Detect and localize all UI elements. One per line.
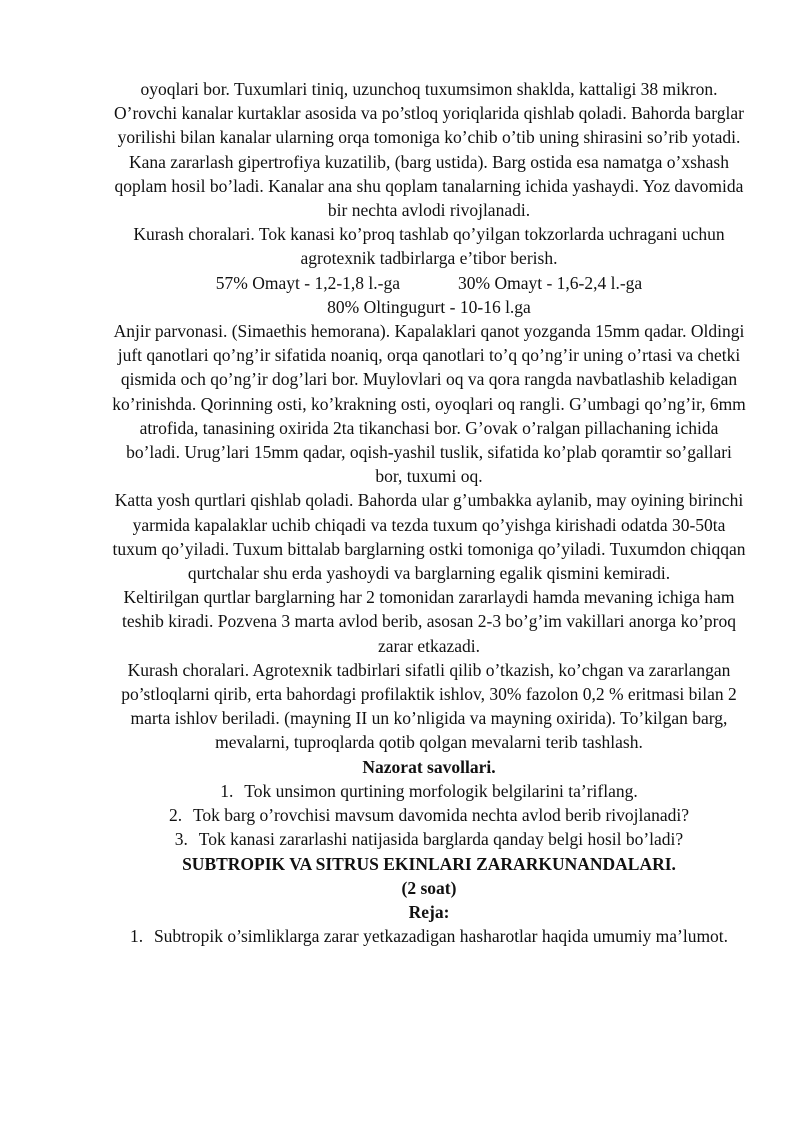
control-question-2 — [112, 803, 746, 827]
section-title: SUBTROPIK VA SITRUS EKINLARI ZARARKUNANDALARI. — [182, 853, 676, 874]
paragraph-mite-control: Kurash choralari. Tok kanasi ko’proq tashlab qo’yilgan tokzorlarda uchragani uchun agrotexnik tadbirlarga e’tibor berish. — [133, 224, 725, 269]
question-text: Tok unsimon qurtining morfologik belgilarini ta’riflang. — [244, 780, 638, 801]
plan-item-number: 1. — [129, 926, 144, 947]
dose-spacer — [400, 271, 458, 295]
dose-oltingugurt: 80% Oltingugurt - 10-16 l.ga — [327, 296, 531, 317]
paragraph-mite-description: oyoqlari bor. Tuxumlari tiniq, uzunchoq tuxumsimon shaklda, kattaligi 38 mikron. O’rovchi kanalar kurtaklar asosida va po’stloq yoriqlarida qishlab qoladi. Bahorda barglar yorilishi bilan kanalar ularning orqa tomoniga ko’chib o’tib uning shirasini so’rib yotadi. Kana zararlash gipertrofiya kuzatilib, (barg ustida). Barg ostida esa namatga o’xshash qoplam hosil bo’ladi. Kanalar ana shu qoplam tanalarning ichida yashaydi. Yoz davomida bir nechta avlodi rivojlanadi. — [114, 79, 744, 221]
paragraph-fig-moth-description: Anjir parvonasi. (Simaethis hemorana). Kapalaklari qanot yozganda 15mm qadar. Oldingi juft qanotlari qo’ng’ir sifatida noaniq, orqa qanotlari to’q qo’ng’ir uning o’rtasi va chetki qismida och qo’ng’ir dog’lari bor. Muylovlari oq va qora rangda navbatlashib keladigan ko’rinishda. Qorinning osti, ko’krakning osti, oyoqlari oq rangli. G’umbagi qo’ng’ir, 6mm atrofida, tanasining oxirida 2ta tikanchasi bor. G’ovak o’ralgan pillachaning ichida bo’ladi. Urug’lari 15mm qadar, oqish-yashil tuslik, sifatida ko’plab qoramtir so’gallari bor, tuxumi oq. — [112, 321, 746, 487]
question-text: Tok kanasi zararlashi natijasida barglarda qanday belgi hosil bo’ladi? — [198, 829, 684, 850]
dose-row-omayt — [112, 271, 746, 295]
question-number: 3. — [174, 829, 188, 850]
control-question-1 — [112, 779, 746, 803]
control-questions-heading: Nazorat savollari. — [362, 756, 496, 777]
dose-omayt-57: 57% Omayt - 1,2-1,8 l.-ga — [215, 272, 400, 293]
section-hours: (2 soat) — [401, 877, 457, 898]
plan-item-1 — [112, 924, 746, 948]
plan-heading: Reja: — [408, 901, 450, 922]
paragraph-fig-moth-lifecycle: Katta yosh qurtlari qishlab qoladi. Bahorda ular g’umbakka aylanib, may oyining birinchi yarmida kapalaklar uchib chiqadi va tezda tuxum qo’yishga kirishadi odatda 30-50ta tuxum qo’yiladi. Tuxum bittalab barglarning ostki tomoniga qo’yiladi. Tuxumdon chiqqan qurtchalar shu erda yashoydi va barglarning egalik qismini kemiradi. — [112, 490, 746, 584]
paragraph-fig-moth-damage: Keltirilgan qurtlar barglarning har 2 tomonidan zararlaydi hamda mevaning ichiga ham teshib kiradi. Pozvena 3 marta avlod berib, asosan 2-3 bo’g’im vakillari anorga ko’proq zarar etkazadi. — [122, 587, 736, 656]
plan-item-text: Subtropik o’simliklarga zarar yetkazadigan hasharotlar haqida umumiy ma’lumot. — [153, 926, 729, 947]
paragraph-fig-moth-control: Kurash choralari. Agrotexnik tadbirlari sifatli qilib o’tkazish, ko’chgan va zararlangan po’stloqlarni qirib, erta bahordagi profilaktik ishlov, 30% fazolon 0,2 % eritmasi bilan 2 marta ishlov beriladi. (mayning II un ko’nligida va mayning oxirida). To’kilgan barg, mevalarni, tuproqlarda qotib qolgan mevalarni terib tashlash. — [121, 659, 737, 753]
question-number: 1. — [220, 780, 234, 801]
control-question-3 — [112, 827, 746, 851]
dose-omayt-30: 30% Omayt - 1,6-2,4 l.-ga — [458, 272, 643, 293]
question-text: Tok barg o’rovchisi mavsum davomida nechta avlod berib rivojlanadi? — [192, 805, 690, 826]
question-number: 2. — [168, 805, 183, 826]
page-text — [112, 77, 746, 948]
